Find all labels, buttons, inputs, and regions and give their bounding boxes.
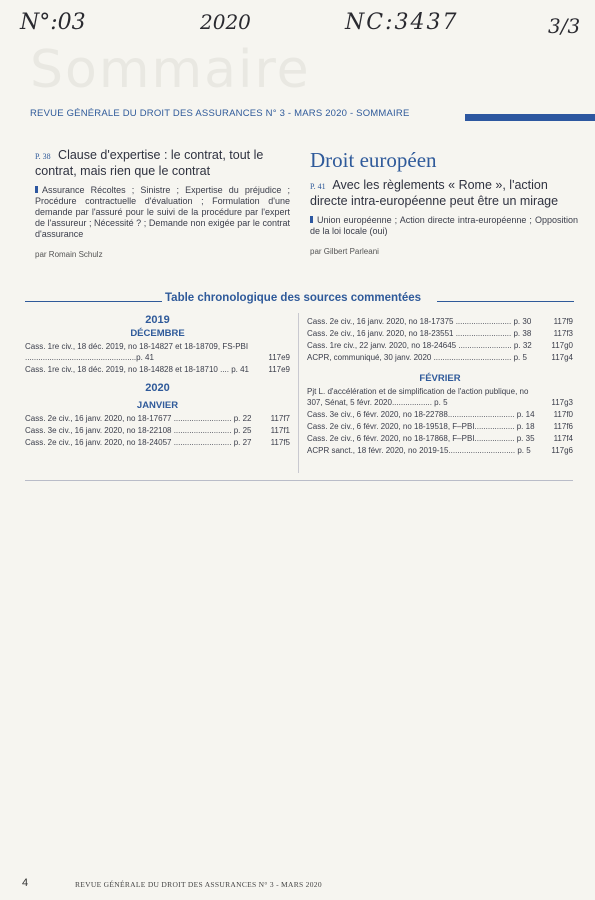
handwritten-page-count: 3/3	[548, 14, 581, 38]
table-title-rule-right	[437, 301, 574, 302]
month-heading: FÉVRIER	[419, 373, 461, 384]
article-title-text: Avec les règlements « Rome », l'action directe intra-européenne peut être un mirage	[310, 178, 559, 208]
handwritten-year: 2020	[200, 10, 251, 34]
source-text: Cass. 2e civ., 16 janv. 2020, no 18-24057 .......................... p. 27	[25, 438, 252, 447]
source-text: Cass. 1re civ., 22 janv. 2020, no 18-24645 ........................ p. 32	[307, 341, 532, 350]
keywords-text: Assurance Récoltes ; Sinistre ; Expertise du préjudice ; Procédure contractuelle d'évaluation ; Formulation d'une demande par l'assuré pour le suivi de la procédure par l'expert de l'assureur ; Nécessité ? ; Demande non exigée par le contrat d'assurance	[35, 185, 290, 239]
header-title: REVUE GÉNÉRALE DU DROIT DES ASSURANCES N° 3 - MARS 2020 - SOMMAIRE	[30, 108, 410, 119]
article-keywords	[310, 215, 578, 237]
source-code: 117g4	[551, 353, 573, 362]
source-row	[25, 413, 290, 424]
source-code: 117f1	[270, 426, 290, 435]
article-keywords	[35, 185, 290, 240]
source-text: ACPR sanct., 18 févr. 2020, no 2019-15.............................. p. 5	[307, 446, 531, 455]
source-text: ACPR, communiqué, 30 janv. 2020 ................................... p. 5	[307, 353, 527, 362]
source-text: Pjt L. d'accélération et de simplification de l'action publique, no 307, Sénat, 5 févr. 2020.................. p. 5	[307, 387, 529, 407]
source-text: Cass. 1re civ., 18 déc. 2019, no 18-14827 et 18-18709, FS-PBI ..................................................p. 41	[25, 342, 249, 362]
source-text: Cass. 2e civ., 6 févr. 2020, no 18-19518, F–PBI.................. p. 18	[307, 422, 535, 431]
table-left-column	[25, 313, 290, 449]
keywords-text: Union européenne ; Action directe intra-européenne ; Opposition de la loi locale (oui)	[310, 215, 578, 236]
page-number: 4	[22, 877, 29, 889]
year-heading: 2019	[145, 314, 170, 326]
source-code: 117f9	[553, 317, 573, 326]
source-text: Cass. 3e civ., 16 janv. 2020, no 18-22108 .......................... p. 25	[25, 426, 252, 435]
source-row	[25, 425, 290, 436]
source-row	[307, 352, 573, 363]
source-code: 117f3	[553, 329, 573, 338]
source-text: Cass. 3e civ., 6 févr. 2020, no 18-22788.............................. p. 14	[307, 410, 535, 419]
table-bottom-rule	[25, 480, 573, 481]
source-code: 117f6	[553, 422, 573, 431]
source-row	[307, 386, 573, 408]
article-author: par Gilbert Parleani	[310, 247, 379, 256]
source-code: 117e9	[268, 365, 290, 374]
footer-journal: REVUE GÉNÉRALE DU DROIT DES ASSURANCES N° 3 - MARS 2020	[75, 880, 322, 889]
source-row	[25, 364, 290, 375]
source-row	[307, 328, 573, 339]
source-text: Cass. 2e civ., 16 janv. 2020, no 18-17677 .......................... p. 22	[25, 414, 252, 423]
table-right-column	[307, 316, 573, 457]
article-title	[310, 178, 578, 209]
article-title-text: Clause d'expertise : le contrat, tout le contrat, mais rien que le contrat	[35, 148, 264, 178]
source-row	[25, 341, 290, 363]
source-row	[25, 437, 290, 448]
month-heading: DÉCEMBRE	[130, 328, 185, 339]
source-text: Cass. 2e civ., 6 févr. 2020, no 18-17868, F–PBI.................. p. 35	[307, 434, 535, 443]
source-code: 117g3	[551, 398, 573, 407]
handwritten-number: N°:03	[20, 10, 86, 35]
page-reference: P. 41	[310, 182, 326, 191]
source-code: 117f0	[553, 410, 573, 419]
table-title: Table chronologique des sources commentées	[165, 292, 422, 304]
article-title	[35, 148, 290, 179]
handwritten-reference: NC:3437	[345, 10, 459, 35]
source-row	[307, 421, 573, 432]
column-divider	[298, 313, 299, 473]
source-row	[307, 316, 573, 327]
article-author: par Romain Schulz	[35, 250, 103, 259]
source-text: Cass. 2e civ., 16 janv. 2020, no 18-17375 ......................... p. 30	[307, 317, 532, 326]
source-row	[307, 445, 573, 456]
source-row	[307, 340, 573, 351]
source-code: 117e9	[268, 353, 290, 362]
table-title-rule-left	[25, 301, 162, 302]
source-code: 117f5	[270, 438, 290, 447]
year-heading: 2020	[145, 382, 170, 394]
month-heading: JANVIER	[136, 400, 179, 411]
source-code: 117g0	[551, 341, 573, 350]
source-row	[307, 409, 573, 420]
page-header	[30, 108, 575, 122]
ghost-heading: Sommaire	[30, 40, 311, 100]
source-text: Cass. 1re civ., 18 déc. 2019, no 18-14828 et 18-18710 .... p. 41	[25, 365, 249, 374]
source-code: 117f7	[270, 414, 290, 423]
source-text: Cass. 2e civ., 16 janv. 2020, no 18-23551 ......................... p. 38	[307, 329, 532, 338]
source-code: 117g6	[551, 446, 573, 455]
left-article	[35, 148, 290, 259]
right-section	[310, 148, 578, 256]
header-bar	[465, 114, 595, 121]
bullet-square-icon	[310, 216, 313, 223]
section-title: Droit européen	[310, 148, 437, 172]
source-code: 117f4	[553, 434, 573, 443]
page-reference: P. 38	[35, 152, 51, 161]
bullet-square-icon	[35, 186, 38, 193]
source-row	[307, 433, 573, 444]
